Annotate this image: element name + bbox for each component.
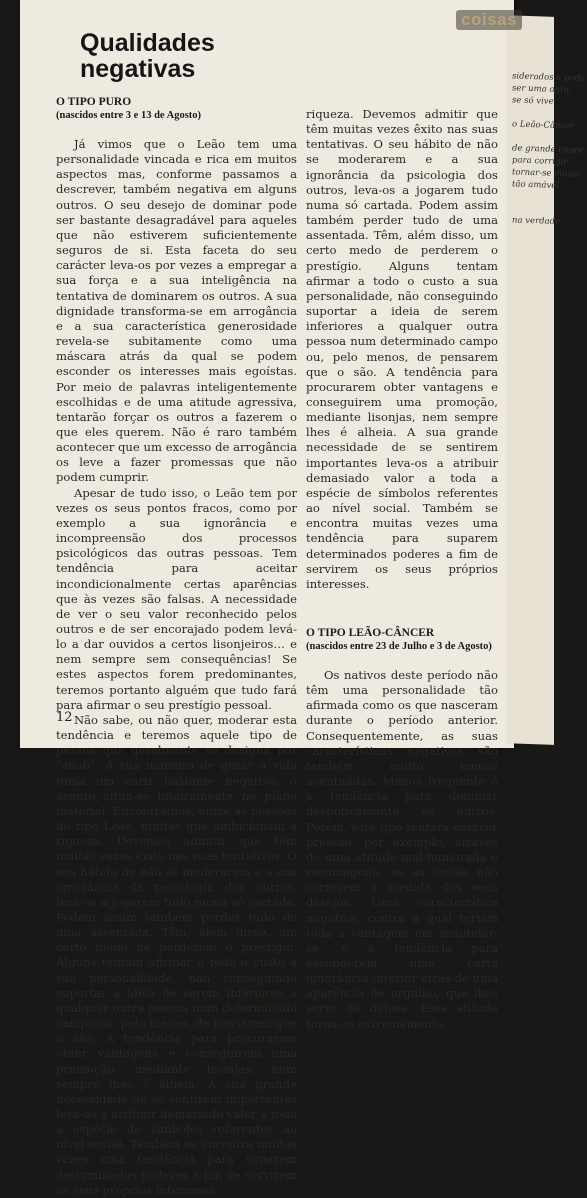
title-line-2: negativas (80, 55, 196, 83)
section-subheading: (nascidos entre 23 de Julho e 3 de Agosto) (306, 641, 492, 652)
next-page-fragment: se só vive (512, 95, 554, 107)
next-page-fragment: para corrigir (512, 155, 568, 168)
watermark-logo: coisas (456, 10, 522, 30)
title-line-1: Qualidades (80, 29, 215, 57)
next-page-fragment: o Leão-Câncer (512, 119, 575, 132)
right-column (306, 107, 498, 1032)
paragraph: Não sabe, ou não quer, moderar esta tendência e teremos aquele tipo de pessoa que geralmente se designa por “snob”. A sua maneira de gozar a vida toma um cariz bastante negativo; o acento situa-se inteiramente no plano material. Encontramos, entre as pessoas do tipo Leão, muitas que ambicionam a riqueza. Devemos admitir que têm muitas vezes êxito nas suas tentativas. O seu hábito de não se moderarem e a sua ignorância da psicologia dos outros, leva-os a jogarem tudo numa só cartada. Podem assim também perder tudo de uma assentada. Têm, além disso, um certo medo de perderem o prestígio. Alguns tentam afirmar a todo o custo a sua personalidade, não conseguindo suportar a ideia de serem inferiores a qualquer outra pessoa num determinado campo ou, pelo menos, de pensarem que o são. A tendência para procurarem obter vantagens e conseguirem uma promoção, mediante lisonjas, nem sempre lhes é alheia. A sua grande necessidade de se sentirem importantes leva-os a atribuir demasiado valor a toda a espécie de símbolos referentes ao nível social. Também se encontra muitas vezes uma tendência para suparem determinados poderes a fim de servirem os seus próprios interesses. (56, 712, 298, 1197)
next-page-fragment: de grande impor- (512, 143, 587, 156)
next-page-fragment: na verdade, (512, 215, 563, 228)
paragraph: Os nativos deste período não têm uma personalidade tão afirmada como os que nasceram durante o período anterior. Consequentemente, as suas características negativas são também muito menos acentuadas. Menos frequente é a tendência para dominar despoticamente os outros. Porém, este tipo tentará exercer pressão, por exemplo, através de uma atitude mal-humorada e resmungona, se as coisas não correrem à medida dos seus desejos. Uma característica negativa, contra a qual teriam toda a vantagem em acautelar-se, é a tendência para esconderem uma certa ignorância interior atrás de uma aparência de orgulho, que lhes serve de defesa. Essa atitude torna-os extremamente (306, 668, 498, 1031)
next-page-fragment: ser uma agra- (512, 83, 572, 96)
section-heading: O TIPO LEÃO-CÂNCER (306, 627, 435, 639)
paragraph-continuation: riqueza. Devemos admitir que têm muitas vezes êxito nas suas tentativas. O seu hábito de não se moderarem e a sua ignorância da psicologia dos outros, leva-os a jogarem tudo numa só cartada. Podem assim também perder tudo de uma assentada. Têm, além disso, um certo medo de perderem o prestígio. Alguns tentam afirmar a todo o custo a sua personalidade, não conseguindo suportar a ideia de serem inferiores a qualquer outra pessoa num determinado campo ou, pelo menos, de pensarem que o são. A tendência para procurarem obter vantagens e conseguirem uma promoção, mediante lisonjas, nem sempre lhes é alheia. A sua grande necessidade de se sentirem importantes leva-os a atribuir demasiado valor a toda a espécie de símbolos referentes ao nível social. Também se encontra muitas vezes uma tendência para suparem determinados poderes a fim de servirem os seus próprios interesses. (306, 107, 498, 591)
next-page-fragment: tão amável (512, 179, 560, 192)
page-number: 12 (56, 710, 73, 725)
left-column (56, 95, 298, 1197)
section-heading: O TIPO PURO (56, 96, 132, 108)
section-subheading: (nascidos entre 3 e 13 de Agosto) (56, 110, 202, 121)
paragraph: Apesar de tudo isso, o Leão tem por vezes os seus pontos fracos, como por exemplo a sua ignorância e incompreensão dos processos psicológicos das outras pessoas. Tem tendência para aceitar incondicionalmente certas aparências que às vezes são falsas. A necessidade de ver o seu valor reconhecido pelos outros e de ser encorajado podem levá-lo a dar ouvidos a certos lisonjeiros… e nem sempre sem consequências! Se estes aspectos forem predominantes, teremos portanto alguém que tudo fará para afirmar o seu prestígio pessoal. (56, 485, 297, 712)
next-page-edge (506, 15, 587, 745)
page-title (80, 30, 215, 82)
next-page-fragment: tornar-se muito (512, 167, 579, 180)
paragraph: Já vimos que o Leão tem uma personalidade vincada e rica em muitos aspectos mas, conforme passamos a descrever, também negativa em alguns outros. O seu desejo de dominar pode ser bastante desagradável para aqueles que não estiverem suficientemente seguros de si. Esta faceta do seu carácter leva-os por vezes a empregar a sua força e a sua inteligência na tentativa de dominarem os outros. A sua dignidade transforma-se em arrogância e a sua característica generosidade revela-se subitamente como uma máscara atrás da qual se podem esconder os interesses mais egoístas. Por meio de palavras inteligentemente escolhidas e de uma atitude agressiva, tentarão forçar os outros a fazerem o que eles querem. Não é raro também acontecer que um excesso de arrogância os leve a fazer promessas que não podem cumprir. (56, 137, 297, 485)
next-page-fragment: siderados e pode (512, 71, 586, 84)
